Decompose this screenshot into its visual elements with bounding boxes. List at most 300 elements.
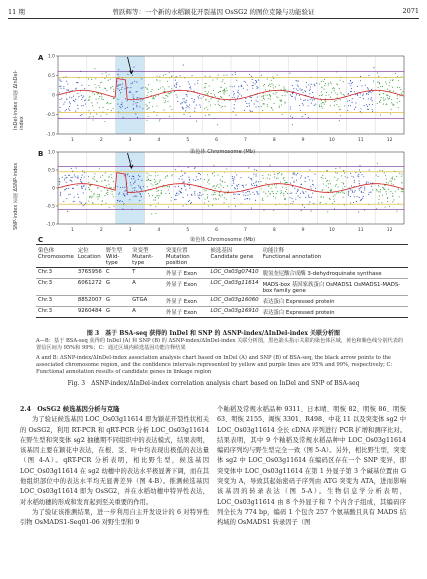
data-point xyxy=(127,173,128,174)
data-point xyxy=(133,101,134,102)
data-point xyxy=(343,183,344,184)
data-point xyxy=(354,192,355,193)
data-point xyxy=(224,100,225,101)
data-point xyxy=(168,93,169,94)
data-point xyxy=(343,81,344,82)
data-point xyxy=(70,103,71,104)
data-point xyxy=(176,193,177,194)
data-point xyxy=(322,189,323,190)
data-point xyxy=(292,117,293,118)
data-point xyxy=(138,185,139,186)
data-point xyxy=(135,180,136,181)
data-point xyxy=(308,84,309,85)
data-point xyxy=(141,189,142,190)
data-point xyxy=(224,193,225,194)
data-point xyxy=(76,168,77,169)
data-point xyxy=(83,105,84,106)
data-point xyxy=(267,178,268,179)
data-point xyxy=(355,102,356,103)
data-point xyxy=(119,106,120,107)
data-point xyxy=(94,193,95,194)
data-point xyxy=(262,198,263,199)
data-point xyxy=(199,104,200,105)
data-point xyxy=(270,175,271,176)
data-point xyxy=(145,104,146,105)
data-point xyxy=(333,87,334,88)
data-point xyxy=(141,196,142,197)
data-point xyxy=(258,181,259,182)
data-point xyxy=(129,91,130,92)
data-point xyxy=(136,196,137,197)
data-point xyxy=(378,87,379,88)
data-point xyxy=(345,176,346,177)
data-point xyxy=(193,179,194,180)
data-point xyxy=(117,99,118,100)
data-point xyxy=(120,92,121,93)
data-point xyxy=(340,115,341,116)
data-point xyxy=(276,193,277,194)
data-point xyxy=(102,200,103,201)
data-point xyxy=(156,105,157,106)
data-point xyxy=(392,193,393,194)
data-point xyxy=(155,197,156,198)
data-point xyxy=(360,80,361,81)
data-point xyxy=(326,95,327,96)
data-point xyxy=(389,82,390,83)
data-point xyxy=(204,87,205,88)
data-point xyxy=(335,186,336,187)
data-point xyxy=(189,188,190,189)
data-point xyxy=(223,79,224,80)
data-point xyxy=(391,181,392,182)
data-point xyxy=(169,186,170,187)
data-point xyxy=(369,170,370,171)
data-point xyxy=(312,99,313,100)
data-point xyxy=(214,191,215,192)
data-point xyxy=(108,80,109,81)
data-point xyxy=(313,96,314,97)
data-point xyxy=(295,80,296,81)
data-point xyxy=(218,104,219,105)
table-cell: Chr.3 xyxy=(36,268,76,279)
data-point xyxy=(265,193,266,194)
data-point xyxy=(290,193,291,194)
data-point xyxy=(65,178,66,179)
data-point xyxy=(122,87,123,88)
data-point xyxy=(194,99,195,100)
data-point xyxy=(357,196,358,197)
data-point xyxy=(225,91,226,92)
data-point xyxy=(63,88,64,89)
data-point xyxy=(328,83,329,84)
table-cell: 脱氢奎尼酸合成酶 3-dehydroquinate synthase xyxy=(261,268,408,279)
data-point xyxy=(234,104,235,105)
x-tick-label: 2 xyxy=(99,228,103,233)
x-tick-label: 4 xyxy=(157,228,161,233)
x-tick-label: 9 xyxy=(301,138,305,143)
data-point xyxy=(66,198,67,199)
data-point xyxy=(76,88,77,89)
data-point xyxy=(215,96,216,97)
data-point xyxy=(228,206,229,207)
data-point xyxy=(164,110,165,111)
data-point xyxy=(223,92,224,93)
data-point xyxy=(257,97,258,98)
data-point xyxy=(338,186,339,187)
data-point xyxy=(321,177,322,178)
table-cell: Chr.3 xyxy=(36,307,76,318)
data-point xyxy=(337,94,338,95)
data-point xyxy=(285,191,286,192)
data-point xyxy=(379,94,380,95)
data-point xyxy=(156,115,157,116)
data-point xyxy=(245,101,246,102)
data-point xyxy=(82,170,83,171)
data-point xyxy=(84,88,85,89)
data-point xyxy=(294,188,295,189)
data-point xyxy=(314,85,315,86)
data-point xyxy=(145,191,146,192)
data-point xyxy=(333,199,334,200)
data-point xyxy=(377,72,378,73)
data-point xyxy=(214,165,215,166)
data-point xyxy=(100,82,101,83)
data-point xyxy=(120,84,121,85)
data-point xyxy=(126,193,127,194)
data-point xyxy=(123,193,124,194)
data-point xyxy=(277,173,278,174)
data-point xyxy=(290,116,291,117)
data-point xyxy=(210,98,211,99)
data-point xyxy=(140,193,141,194)
data-point xyxy=(179,86,180,87)
data-point xyxy=(85,189,86,190)
data-point xyxy=(197,83,198,84)
data-point xyxy=(388,99,389,100)
data-point xyxy=(379,102,380,103)
data-point xyxy=(378,191,379,192)
data-point xyxy=(305,99,306,100)
data-point xyxy=(153,200,154,201)
data-point xyxy=(301,175,302,176)
data-point xyxy=(360,93,361,94)
data-point xyxy=(64,102,65,103)
data-point xyxy=(74,174,75,175)
data-point xyxy=(366,183,367,184)
data-point xyxy=(224,83,225,84)
data-point xyxy=(159,120,160,121)
data-point xyxy=(216,185,217,186)
data-point xyxy=(147,177,148,178)
data-point xyxy=(188,201,189,202)
data-point xyxy=(245,82,246,83)
data-point xyxy=(92,105,93,106)
data-point xyxy=(264,103,265,104)
data-point xyxy=(237,194,238,195)
data-point xyxy=(357,86,358,87)
x-tick-label: 12 xyxy=(386,138,393,143)
data-point xyxy=(68,194,69,195)
data-point xyxy=(209,183,210,184)
data-point xyxy=(154,182,155,183)
data-point xyxy=(112,191,113,192)
data-point xyxy=(371,186,372,187)
data-point xyxy=(89,116,90,117)
data-point xyxy=(109,207,110,208)
data-point xyxy=(77,82,78,83)
data-point xyxy=(156,188,157,189)
data-point xyxy=(59,86,60,87)
data-point xyxy=(358,176,359,177)
data-point xyxy=(251,179,252,180)
data-point xyxy=(235,74,236,75)
data-point xyxy=(368,92,369,93)
data-point xyxy=(132,94,133,95)
data-point xyxy=(322,175,323,176)
y-tick-label: 1.0 xyxy=(47,150,55,156)
data-point xyxy=(235,194,236,195)
data-point xyxy=(279,85,280,86)
data-point xyxy=(89,96,90,97)
data-point xyxy=(156,79,157,80)
data-point xyxy=(140,187,141,188)
data-point xyxy=(214,185,215,186)
data-point xyxy=(151,213,152,214)
data-point xyxy=(235,206,236,207)
data-point xyxy=(183,114,184,115)
data-point xyxy=(368,109,369,110)
data-point xyxy=(169,93,170,94)
data-point xyxy=(156,184,157,185)
data-point xyxy=(236,185,237,186)
data-point xyxy=(314,84,315,85)
data-point xyxy=(111,110,112,111)
data-point xyxy=(372,109,373,110)
data-point xyxy=(256,88,257,89)
data-point xyxy=(334,105,335,106)
data-point xyxy=(155,206,156,207)
data-point xyxy=(293,173,294,174)
data-point xyxy=(149,195,150,196)
data-point xyxy=(338,192,339,193)
data-point xyxy=(121,102,122,103)
data-point xyxy=(107,192,108,193)
data-point xyxy=(322,108,323,109)
data-point xyxy=(125,108,126,109)
data-point xyxy=(181,102,182,103)
data-point xyxy=(85,99,86,100)
data-point xyxy=(370,99,371,100)
data-point xyxy=(162,86,163,87)
data-point xyxy=(326,181,327,182)
data-point xyxy=(379,83,380,84)
data-point xyxy=(386,179,387,180)
data-point xyxy=(315,174,316,175)
table-cell: G xyxy=(104,307,130,318)
data-point xyxy=(213,194,214,195)
data-point xyxy=(208,114,209,115)
data-point xyxy=(97,194,98,195)
data-point xyxy=(331,92,332,93)
data-point xyxy=(348,105,349,106)
data-point xyxy=(89,97,90,98)
data-point xyxy=(206,107,207,108)
data-point xyxy=(143,186,144,187)
data-point xyxy=(146,88,147,89)
table-cell: C xyxy=(104,268,130,279)
x-tick-label: 10 xyxy=(329,228,335,233)
data-point xyxy=(257,192,258,193)
data-point xyxy=(122,201,123,202)
table-row xyxy=(36,296,408,307)
data-point xyxy=(299,197,300,198)
x-tick-label: 5 xyxy=(186,138,190,143)
data-point xyxy=(178,193,179,194)
data-point xyxy=(349,100,350,101)
data-point xyxy=(340,109,341,110)
data-point xyxy=(214,194,215,195)
data-point xyxy=(393,199,394,200)
data-point xyxy=(161,193,162,194)
data-point xyxy=(168,207,169,208)
data-point xyxy=(238,90,239,91)
data-point xyxy=(81,114,82,115)
data-point xyxy=(305,181,306,182)
data-point xyxy=(281,89,282,90)
candidate-gene-table xyxy=(36,244,408,318)
data-point xyxy=(312,193,313,194)
data-point xyxy=(106,103,107,104)
data-point xyxy=(385,206,386,207)
data-point xyxy=(95,87,96,88)
data-point xyxy=(287,193,288,194)
data-point xyxy=(122,106,123,107)
data-point xyxy=(381,97,382,98)
data-point xyxy=(220,96,221,97)
data-point xyxy=(293,181,294,182)
data-point xyxy=(66,90,67,91)
data-point xyxy=(83,185,84,186)
data-point xyxy=(384,172,385,173)
data-point xyxy=(321,81,322,82)
data-point xyxy=(111,174,112,175)
data-point xyxy=(364,187,365,188)
data-point xyxy=(330,183,331,184)
data-point xyxy=(385,191,386,192)
data-point xyxy=(203,96,204,97)
data-point xyxy=(283,193,284,194)
data-point xyxy=(360,76,361,77)
data-point xyxy=(396,211,397,212)
data-point xyxy=(237,98,238,99)
data-point xyxy=(367,87,368,88)
data-point xyxy=(130,92,131,93)
data-point xyxy=(204,202,205,203)
data-point xyxy=(343,192,344,193)
data-point xyxy=(252,185,253,186)
data-point xyxy=(360,97,361,98)
data-point xyxy=(294,172,295,173)
data-point xyxy=(251,178,252,179)
data-point xyxy=(213,172,214,173)
data-point xyxy=(242,192,243,193)
data-point xyxy=(324,104,325,105)
data-point xyxy=(293,201,294,202)
data-point xyxy=(171,88,172,89)
data-point xyxy=(255,106,256,107)
data-point xyxy=(363,98,364,99)
data-point xyxy=(159,119,160,120)
data-point xyxy=(336,104,337,105)
data-point xyxy=(222,194,223,195)
data-point xyxy=(141,180,142,181)
data-point xyxy=(91,191,92,192)
data-point xyxy=(88,187,89,188)
data-point xyxy=(80,115,81,116)
data-point xyxy=(150,180,151,181)
data-point xyxy=(351,88,352,89)
data-point xyxy=(401,182,402,183)
data-point xyxy=(322,87,323,88)
table-cell: A xyxy=(130,307,164,318)
data-point xyxy=(153,97,154,98)
data-point xyxy=(133,97,134,98)
table-cell: LOC_Os03g07410 xyxy=(209,268,261,279)
data-point xyxy=(92,202,93,203)
data-point xyxy=(300,110,301,111)
data-point xyxy=(350,85,351,86)
data-point xyxy=(240,177,241,178)
data-point xyxy=(327,211,328,212)
data-point xyxy=(182,98,183,99)
data-point xyxy=(198,96,199,97)
data-point xyxy=(399,196,400,197)
data-point xyxy=(84,172,85,173)
data-point xyxy=(325,178,326,179)
data-point xyxy=(321,196,322,197)
data-point xyxy=(64,179,65,180)
data-point xyxy=(279,105,280,106)
data-point xyxy=(211,93,212,94)
data-point xyxy=(208,180,209,181)
data-point xyxy=(251,208,252,209)
data-point xyxy=(137,117,138,118)
data-point xyxy=(218,75,219,76)
data-point xyxy=(392,177,393,178)
data-point xyxy=(205,83,206,84)
data-point xyxy=(305,191,306,192)
data-point xyxy=(136,82,137,83)
data-point xyxy=(175,199,176,200)
data-point xyxy=(390,113,391,114)
data-point xyxy=(146,180,147,181)
data-point xyxy=(399,95,400,96)
data-point xyxy=(167,81,168,82)
data-point xyxy=(187,106,188,107)
x-tick-label: 1 xyxy=(70,228,74,233)
data-point xyxy=(324,85,325,86)
data-point xyxy=(322,102,323,103)
data-point xyxy=(331,189,332,190)
data-point xyxy=(339,88,340,89)
data-point xyxy=(221,107,222,108)
data-point xyxy=(118,194,119,195)
data-point xyxy=(188,81,189,82)
data-point xyxy=(392,104,393,105)
data-point xyxy=(74,197,75,198)
data-point xyxy=(261,100,262,101)
data-point xyxy=(328,85,329,86)
